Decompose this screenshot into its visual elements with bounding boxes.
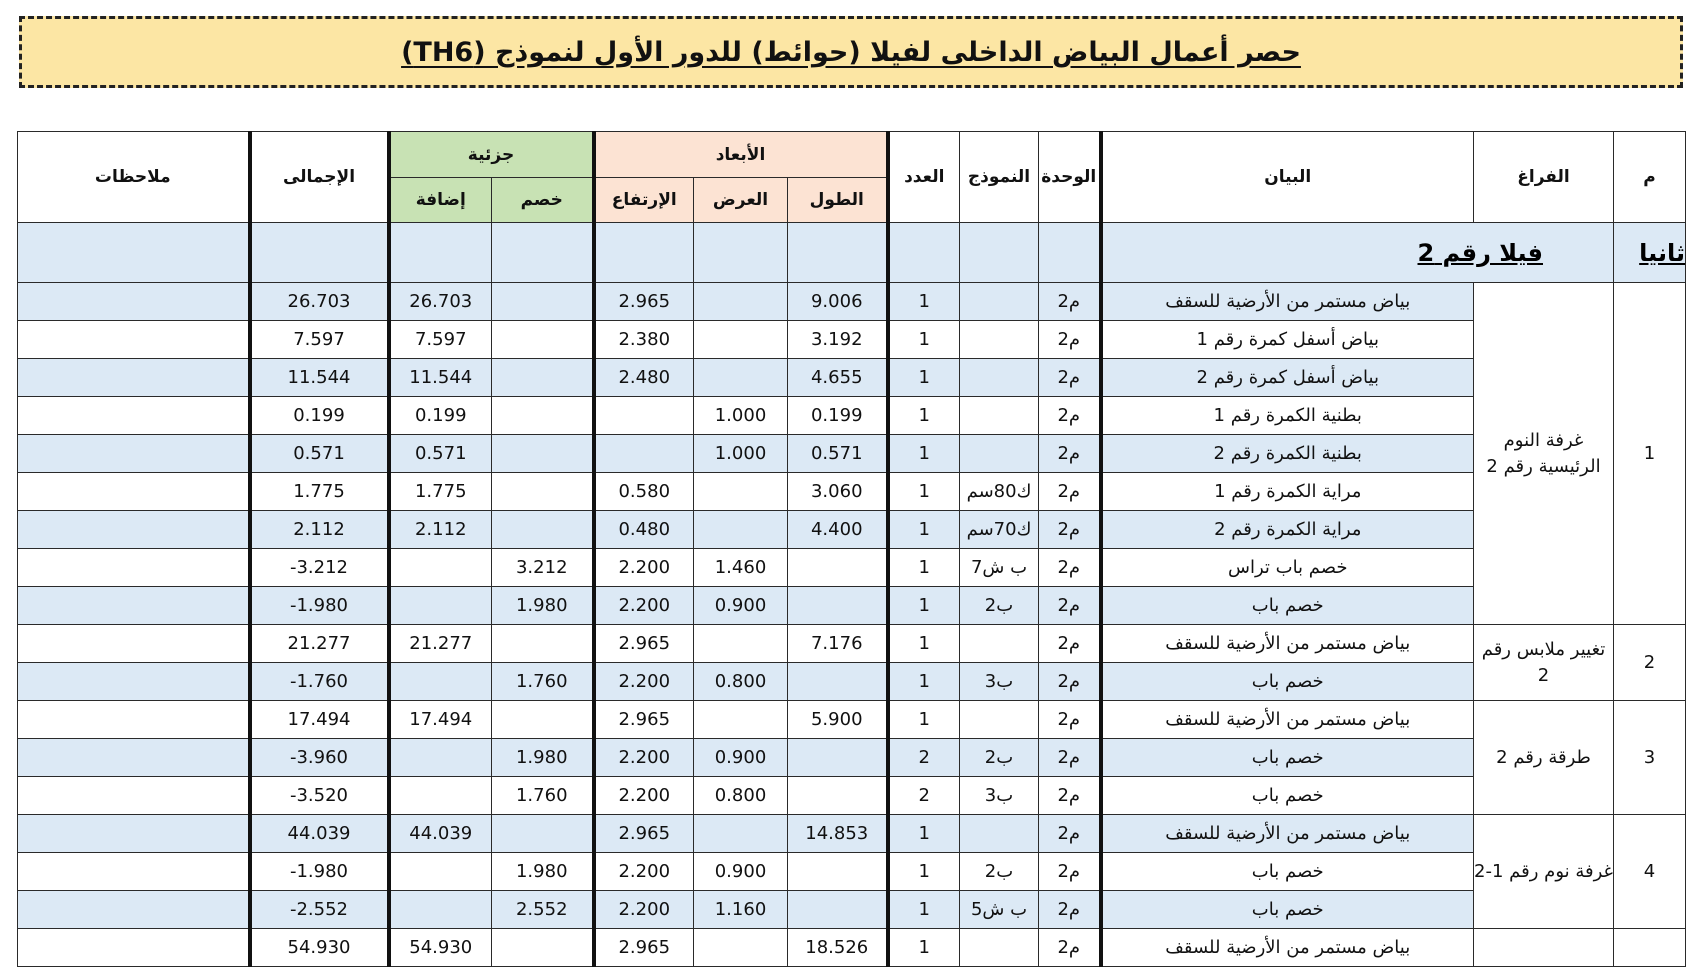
deduct-cell: 1.760	[492, 777, 594, 815]
total-cell: 11.544	[250, 359, 389, 397]
height-cell: 2.380	[594, 321, 694, 359]
description-cell: بياض أسفل كمرة رقم 1	[1101, 321, 1474, 359]
height-cell: 2.200	[594, 891, 694, 929]
description-cell: بطنية الكمرة رقم 1	[1101, 397, 1474, 435]
notes-cell	[18, 321, 250, 359]
model-cell	[960, 929, 1039, 967]
notes-cell	[18, 815, 250, 853]
deduct-cell: 3.212	[492, 549, 594, 587]
unit-cell: م2	[1039, 815, 1101, 853]
header-space: الفراغ	[1474, 132, 1614, 223]
width-cell	[694, 815, 788, 853]
notes-cell	[18, 853, 250, 891]
deduct-cell	[492, 283, 594, 321]
total-cell: 0.571	[250, 435, 389, 473]
height-cell	[594, 397, 694, 435]
unit-cell: م2	[1039, 397, 1101, 435]
table-row	[18, 473, 1686, 511]
length-cell: 5.900	[788, 701, 888, 739]
add-cell: 7.597	[389, 321, 492, 359]
header-description: البيان	[1101, 132, 1474, 223]
description-cell: خصم باب تراس	[1101, 549, 1474, 587]
space-name-cell: طرقة رقم 2	[1474, 701, 1614, 815]
add-cell	[389, 777, 492, 815]
header-dimensions: الأبعاد	[594, 132, 888, 178]
count-cell: 1	[888, 359, 960, 397]
width-cell: 0.900	[694, 853, 788, 891]
unit-cell: م2	[1039, 549, 1101, 587]
count-cell: 1	[888, 625, 960, 663]
count-cell: 1	[888, 549, 960, 587]
notes-cell	[18, 511, 250, 549]
notes-cell	[18, 435, 250, 473]
description-cell: خصم باب	[1101, 587, 1474, 625]
model-cell	[960, 435, 1039, 473]
length-cell: 4.655	[788, 359, 888, 397]
table-row	[18, 359, 1686, 397]
unit-cell: م2	[1039, 739, 1101, 777]
height-cell: 2.965	[594, 625, 694, 663]
table-row	[18, 435, 1686, 473]
unit-cell: م2	[1039, 777, 1101, 815]
deduct-cell	[492, 815, 594, 853]
count-cell: 1	[888, 511, 960, 549]
total-cell: 26.703	[250, 283, 389, 321]
height-cell: 2.200	[594, 739, 694, 777]
width-cell	[694, 359, 788, 397]
unit-cell: م2	[1039, 929, 1101, 967]
height-cell: 2.965	[594, 815, 694, 853]
notes-cell	[18, 549, 250, 587]
table-row	[18, 777, 1686, 815]
notes-cell	[18, 891, 250, 929]
space-name-cell	[1474, 929, 1614, 967]
space-index-cell: 4	[1614, 815, 1686, 929]
table-row	[18, 663, 1686, 701]
notes-cell	[18, 397, 250, 435]
table-row	[18, 283, 1686, 321]
notes-cell	[18, 929, 250, 967]
width-cell: 0.800	[694, 777, 788, 815]
height-cell: 2.200	[594, 853, 694, 891]
deduct-cell	[492, 359, 594, 397]
model-cell	[960, 397, 1039, 435]
description-cell: خصم باب	[1101, 853, 1474, 891]
description-cell: خصم باب	[1101, 739, 1474, 777]
page-title: حصر أعمال البياض الداخلى لفيلا (حوائط) للدور الأول لنموذج (TH6)	[401, 36, 1301, 68]
add-cell	[389, 891, 492, 929]
count-cell: 1	[888, 435, 960, 473]
add-cell: 2.112	[389, 511, 492, 549]
height-cell: 2.965	[594, 283, 694, 321]
description-cell: بياض مستمر من الأرضية للسقف	[1101, 701, 1474, 739]
add-cell	[389, 663, 492, 701]
height-cell: 2.200	[594, 663, 694, 701]
deduct-cell: 1.980	[492, 853, 594, 891]
length-cell	[788, 853, 888, 891]
deduct-cell	[492, 701, 594, 739]
header-width: العرض	[694, 178, 788, 223]
deduct-cell: 1.760	[492, 663, 594, 701]
count-cell: 2	[888, 777, 960, 815]
total-cell: 2.112	[250, 511, 389, 549]
height-cell: 2.965	[594, 701, 694, 739]
header-deduct: خصم	[492, 178, 594, 223]
table-row	[18, 815, 1686, 853]
unit-cell: م2	[1039, 891, 1101, 929]
table-row	[18, 397, 1686, 435]
model-cell	[960, 321, 1039, 359]
deduct-cell	[492, 511, 594, 549]
table-row	[18, 701, 1686, 739]
height-cell: 2.965	[594, 929, 694, 967]
unit-cell: م2	[1039, 701, 1101, 739]
length-cell: 3.060	[788, 473, 888, 511]
unit-cell: م2	[1039, 321, 1101, 359]
total-cell: -1.980	[250, 587, 389, 625]
notes-cell	[18, 739, 250, 777]
width-cell	[694, 321, 788, 359]
description-cell: بياض مستمر من الأرضية للسقف	[1101, 283, 1474, 321]
add-cell: 0.199	[389, 397, 492, 435]
add-cell	[389, 587, 492, 625]
deduct-cell	[492, 435, 594, 473]
space-index-cell	[1614, 929, 1686, 967]
total-cell: -3.960	[250, 739, 389, 777]
height-cell: 2.200	[594, 587, 694, 625]
add-cell: 17.494	[389, 701, 492, 739]
total-cell: -3.212	[250, 549, 389, 587]
deduct-cell	[492, 397, 594, 435]
width-cell: 1.160	[694, 891, 788, 929]
total-cell: -2.552	[250, 891, 389, 929]
length-cell: 14.853	[788, 815, 888, 853]
notes-cell	[18, 701, 250, 739]
model-cell: ب ش7	[960, 549, 1039, 587]
length-cell	[788, 777, 888, 815]
model-cell: ب3	[960, 777, 1039, 815]
model-cell	[960, 359, 1039, 397]
space-index-cell: 1	[1614, 283, 1686, 625]
count-cell: 1	[888, 701, 960, 739]
header-index: م	[1614, 132, 1686, 223]
count-cell: 1	[888, 397, 960, 435]
deduct-cell	[492, 625, 594, 663]
total-cell: 21.277	[250, 625, 389, 663]
description-cell: مراية الكمرة رقم 1	[1101, 473, 1474, 511]
description-cell: بطنية الكمرة رقم 2	[1101, 435, 1474, 473]
total-cell: 54.930	[250, 929, 389, 967]
width-cell	[694, 625, 788, 663]
length-cell	[788, 549, 888, 587]
total-cell: 0.199	[250, 397, 389, 435]
count-cell: 1	[888, 853, 960, 891]
length-cell: 18.526	[788, 929, 888, 967]
height-cell	[594, 435, 694, 473]
model-cell: ب2	[960, 739, 1039, 777]
unit-cell: م2	[1039, 359, 1101, 397]
table-row	[18, 853, 1686, 891]
length-cell: 9.006	[788, 283, 888, 321]
description-cell: بياض مستمر من الأرضية للسقف	[1101, 815, 1474, 853]
description-cell: خصم باب	[1101, 777, 1474, 815]
add-cell: 1.775	[389, 473, 492, 511]
width-cell	[694, 701, 788, 739]
count-cell: 1	[888, 815, 960, 853]
description-cell: بياض مستمر من الأرضية للسقف	[1101, 929, 1474, 967]
length-cell	[788, 891, 888, 929]
total-cell: 44.039	[250, 815, 389, 853]
model-cell: ب2	[960, 587, 1039, 625]
add-cell: 54.930	[389, 929, 492, 967]
total-cell: 17.494	[250, 701, 389, 739]
length-cell	[788, 587, 888, 625]
unit-cell: م2	[1039, 663, 1101, 701]
width-cell	[694, 511, 788, 549]
width-cell: 1.460	[694, 549, 788, 587]
space-name-cell: غرفة النوم الرئيسية رقم 2	[1474, 283, 1614, 625]
length-cell	[788, 663, 888, 701]
space-name-cell: غرفة نوم رقم 1-2	[1474, 815, 1614, 929]
unit-cell: م2	[1039, 511, 1101, 549]
notes-cell	[18, 473, 250, 511]
unit-cell: م2	[1039, 473, 1101, 511]
total-cell: 7.597	[250, 321, 389, 359]
section-title-cell	[1101, 223, 1614, 283]
header-height: الإرتفاع	[594, 178, 694, 223]
table-row	[18, 739, 1686, 777]
width-cell: 1.000	[694, 435, 788, 473]
width-cell: 1.000	[694, 397, 788, 435]
deduct-cell: 1.980	[492, 739, 594, 777]
length-cell: 0.571	[788, 435, 888, 473]
section-row	[18, 223, 1686, 283]
count-cell: 1	[888, 587, 960, 625]
model-cell: ب ش5	[960, 891, 1039, 929]
notes-cell	[18, 777, 250, 815]
section-index: ثانيا	[1614, 223, 1686, 283]
header-count: العدد	[888, 132, 960, 223]
height-cell: 0.480	[594, 511, 694, 549]
add-cell: 21.277	[389, 625, 492, 663]
add-cell: 44.039	[389, 815, 492, 853]
model-cell	[960, 283, 1039, 321]
total-cell: -1.760	[250, 663, 389, 701]
notes-cell	[18, 283, 250, 321]
description-cell: بياض أسفل كمرة رقم 2	[1101, 359, 1474, 397]
count-cell: 1	[888, 283, 960, 321]
section-title: فيلا رقم 2	[1417, 238, 1543, 267]
width-cell	[694, 283, 788, 321]
unit-cell: م2	[1039, 587, 1101, 625]
count-cell: 2	[888, 739, 960, 777]
description-cell: مراية الكمرة رقم 2	[1101, 511, 1474, 549]
unit-cell: م2	[1039, 435, 1101, 473]
table-row	[18, 625, 1686, 663]
length-cell: 0.199	[788, 397, 888, 435]
table-row	[18, 321, 1686, 359]
count-cell: 1	[888, 663, 960, 701]
model-cell: ك80سم	[960, 473, 1039, 511]
model-cell: ب2	[960, 853, 1039, 891]
width-cell: 0.800	[694, 663, 788, 701]
space-index-cell: 2	[1614, 625, 1686, 701]
quantity-table	[17, 131, 1686, 967]
description-cell: بياض مستمر من الأرضية للسقف	[1101, 625, 1474, 663]
count-cell: 1	[888, 473, 960, 511]
space-name-cell: تغيير ملابس رقم 2	[1474, 625, 1614, 701]
header-unit: الوحدة	[1039, 132, 1101, 223]
add-cell: 0.571	[389, 435, 492, 473]
notes-cell	[18, 587, 250, 625]
description-cell: خصم باب	[1101, 891, 1474, 929]
model-cell	[960, 815, 1039, 853]
count-cell: 1	[888, 929, 960, 967]
header-total: الإجمالى	[250, 132, 389, 223]
model-cell: ك70سم	[960, 511, 1039, 549]
count-cell: 1	[888, 891, 960, 929]
deduct-cell	[492, 929, 594, 967]
deduct-cell	[492, 321, 594, 359]
length-cell: 4.400	[788, 511, 888, 549]
add-cell	[389, 739, 492, 777]
add-cell: 11.544	[389, 359, 492, 397]
width-cell: 0.900	[694, 587, 788, 625]
title-banner	[19, 16, 1683, 88]
total-cell: -3.520	[250, 777, 389, 815]
model-cell	[960, 625, 1039, 663]
unit-cell: م2	[1039, 283, 1101, 321]
width-cell	[694, 929, 788, 967]
length-cell: 7.176	[788, 625, 888, 663]
table-row	[18, 891, 1686, 929]
header-add: إضافة	[389, 178, 492, 223]
count-cell: 1	[888, 321, 960, 359]
space-index-cell: 3	[1614, 701, 1686, 815]
table-row	[18, 549, 1686, 587]
height-cell: 2.200	[594, 549, 694, 587]
height-cell: 0.580	[594, 473, 694, 511]
deduct-cell: 2.552	[492, 891, 594, 929]
unit-cell: م2	[1039, 853, 1101, 891]
model-cell: ب3	[960, 663, 1039, 701]
add-cell	[389, 549, 492, 587]
table-row	[18, 587, 1686, 625]
header-partial: جزئية	[389, 132, 594, 178]
notes-cell	[18, 359, 250, 397]
total-cell: -1.980	[250, 853, 389, 891]
table-row	[18, 929, 1686, 967]
table-row	[18, 511, 1686, 549]
unit-cell: م2	[1039, 625, 1101, 663]
add-cell	[389, 853, 492, 891]
description-cell: خصم باب	[1101, 663, 1474, 701]
width-cell: 0.900	[694, 739, 788, 777]
add-cell: 26.703	[389, 283, 492, 321]
header-length: الطول	[788, 178, 888, 223]
width-cell	[694, 473, 788, 511]
model-cell	[960, 701, 1039, 739]
height-cell: 2.200	[594, 777, 694, 815]
header-notes: ملاحظات	[18, 132, 250, 223]
header-model: النموذج	[960, 132, 1039, 223]
length-cell: 3.192	[788, 321, 888, 359]
total-cell: 1.775	[250, 473, 389, 511]
notes-cell	[18, 625, 250, 663]
deduct-cell	[492, 473, 594, 511]
height-cell: 2.480	[594, 359, 694, 397]
notes-cell	[18, 663, 250, 701]
deduct-cell: 1.980	[492, 587, 594, 625]
length-cell	[788, 739, 888, 777]
